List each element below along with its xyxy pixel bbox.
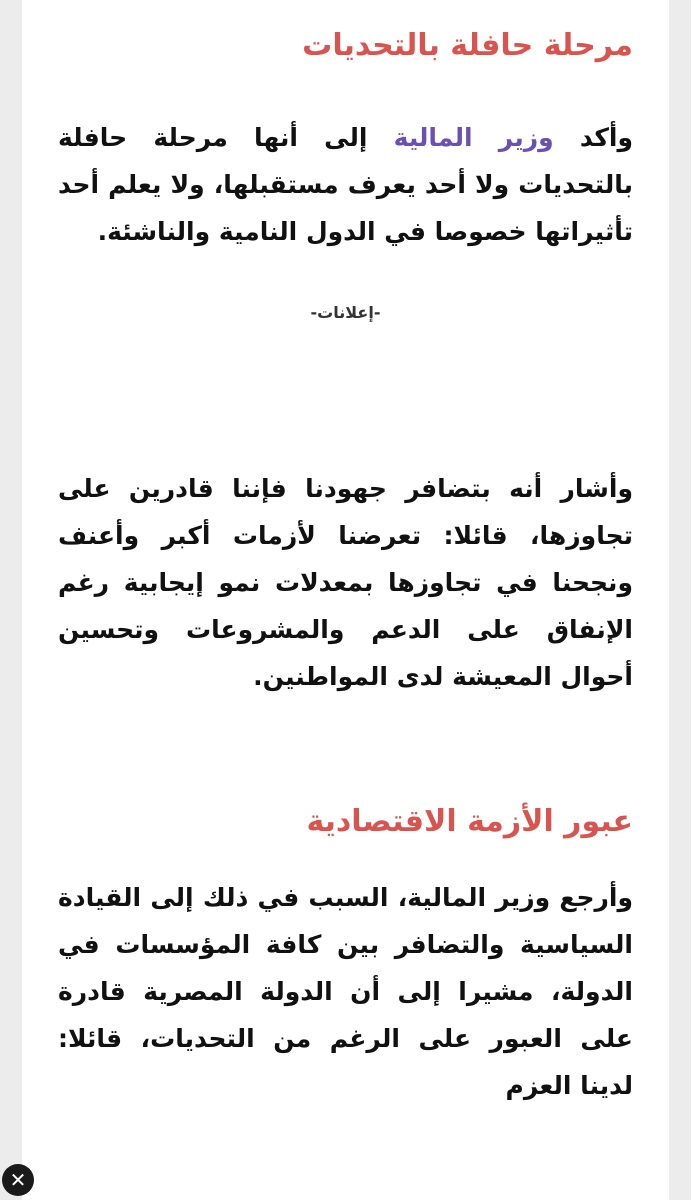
ad-slot (58, 327, 633, 465)
paragraph-text: وأكد (553, 123, 633, 152)
close-ad-button[interactable] (2, 1164, 34, 1196)
paragraph-overcoming-crises: وأشار أنه بتضافر جهودنا فإننا قادرين على تجاوزها، قائلا: تعرضنا لأزمات أكبر وأعنف ونجحنا في تجاوزها بمعدلات نمو إيجابية رغم الإنفاق على الدعم والمشروعات وتحسين أحوال المعيشة لدى المواطنين. (58, 474, 633, 691)
section-heading-challenges: مرحلة حافلة بالتحديات (302, 28, 633, 63)
paragraph-minister-statement (58, 114, 633, 255)
minister-of-finance-link[interactable]: وزير المالية (393, 123, 554, 152)
section-heading-economic-crisis: عبور الأزمة الاقتصادية (306, 804, 633, 839)
paragraph-text: إلى أنها مرحلة حافلة بالتحديات ولا أحد يعرف مستقبلها، ولا يعلم أحد تأثيراتها خصوصا في الدول النامية والناشئة. (58, 123, 633, 246)
paragraph-political-leadership: وأرجع وزير المالية، السبب في ذلك إلى القيادة السياسية والتضافر بين كافة المؤسسات في الدولة، مشيرا إلى أن الدولة المصرية قادرة على العبور على الرغم من التحديات، قائلا: لدينا العزم (58, 883, 633, 1100)
ads-label: -إعلانات- (310, 303, 381, 322)
close-icon: ✕ (9, 1168, 27, 1192)
article-page (22, 0, 669, 1200)
article-content (58, 0, 633, 1109)
